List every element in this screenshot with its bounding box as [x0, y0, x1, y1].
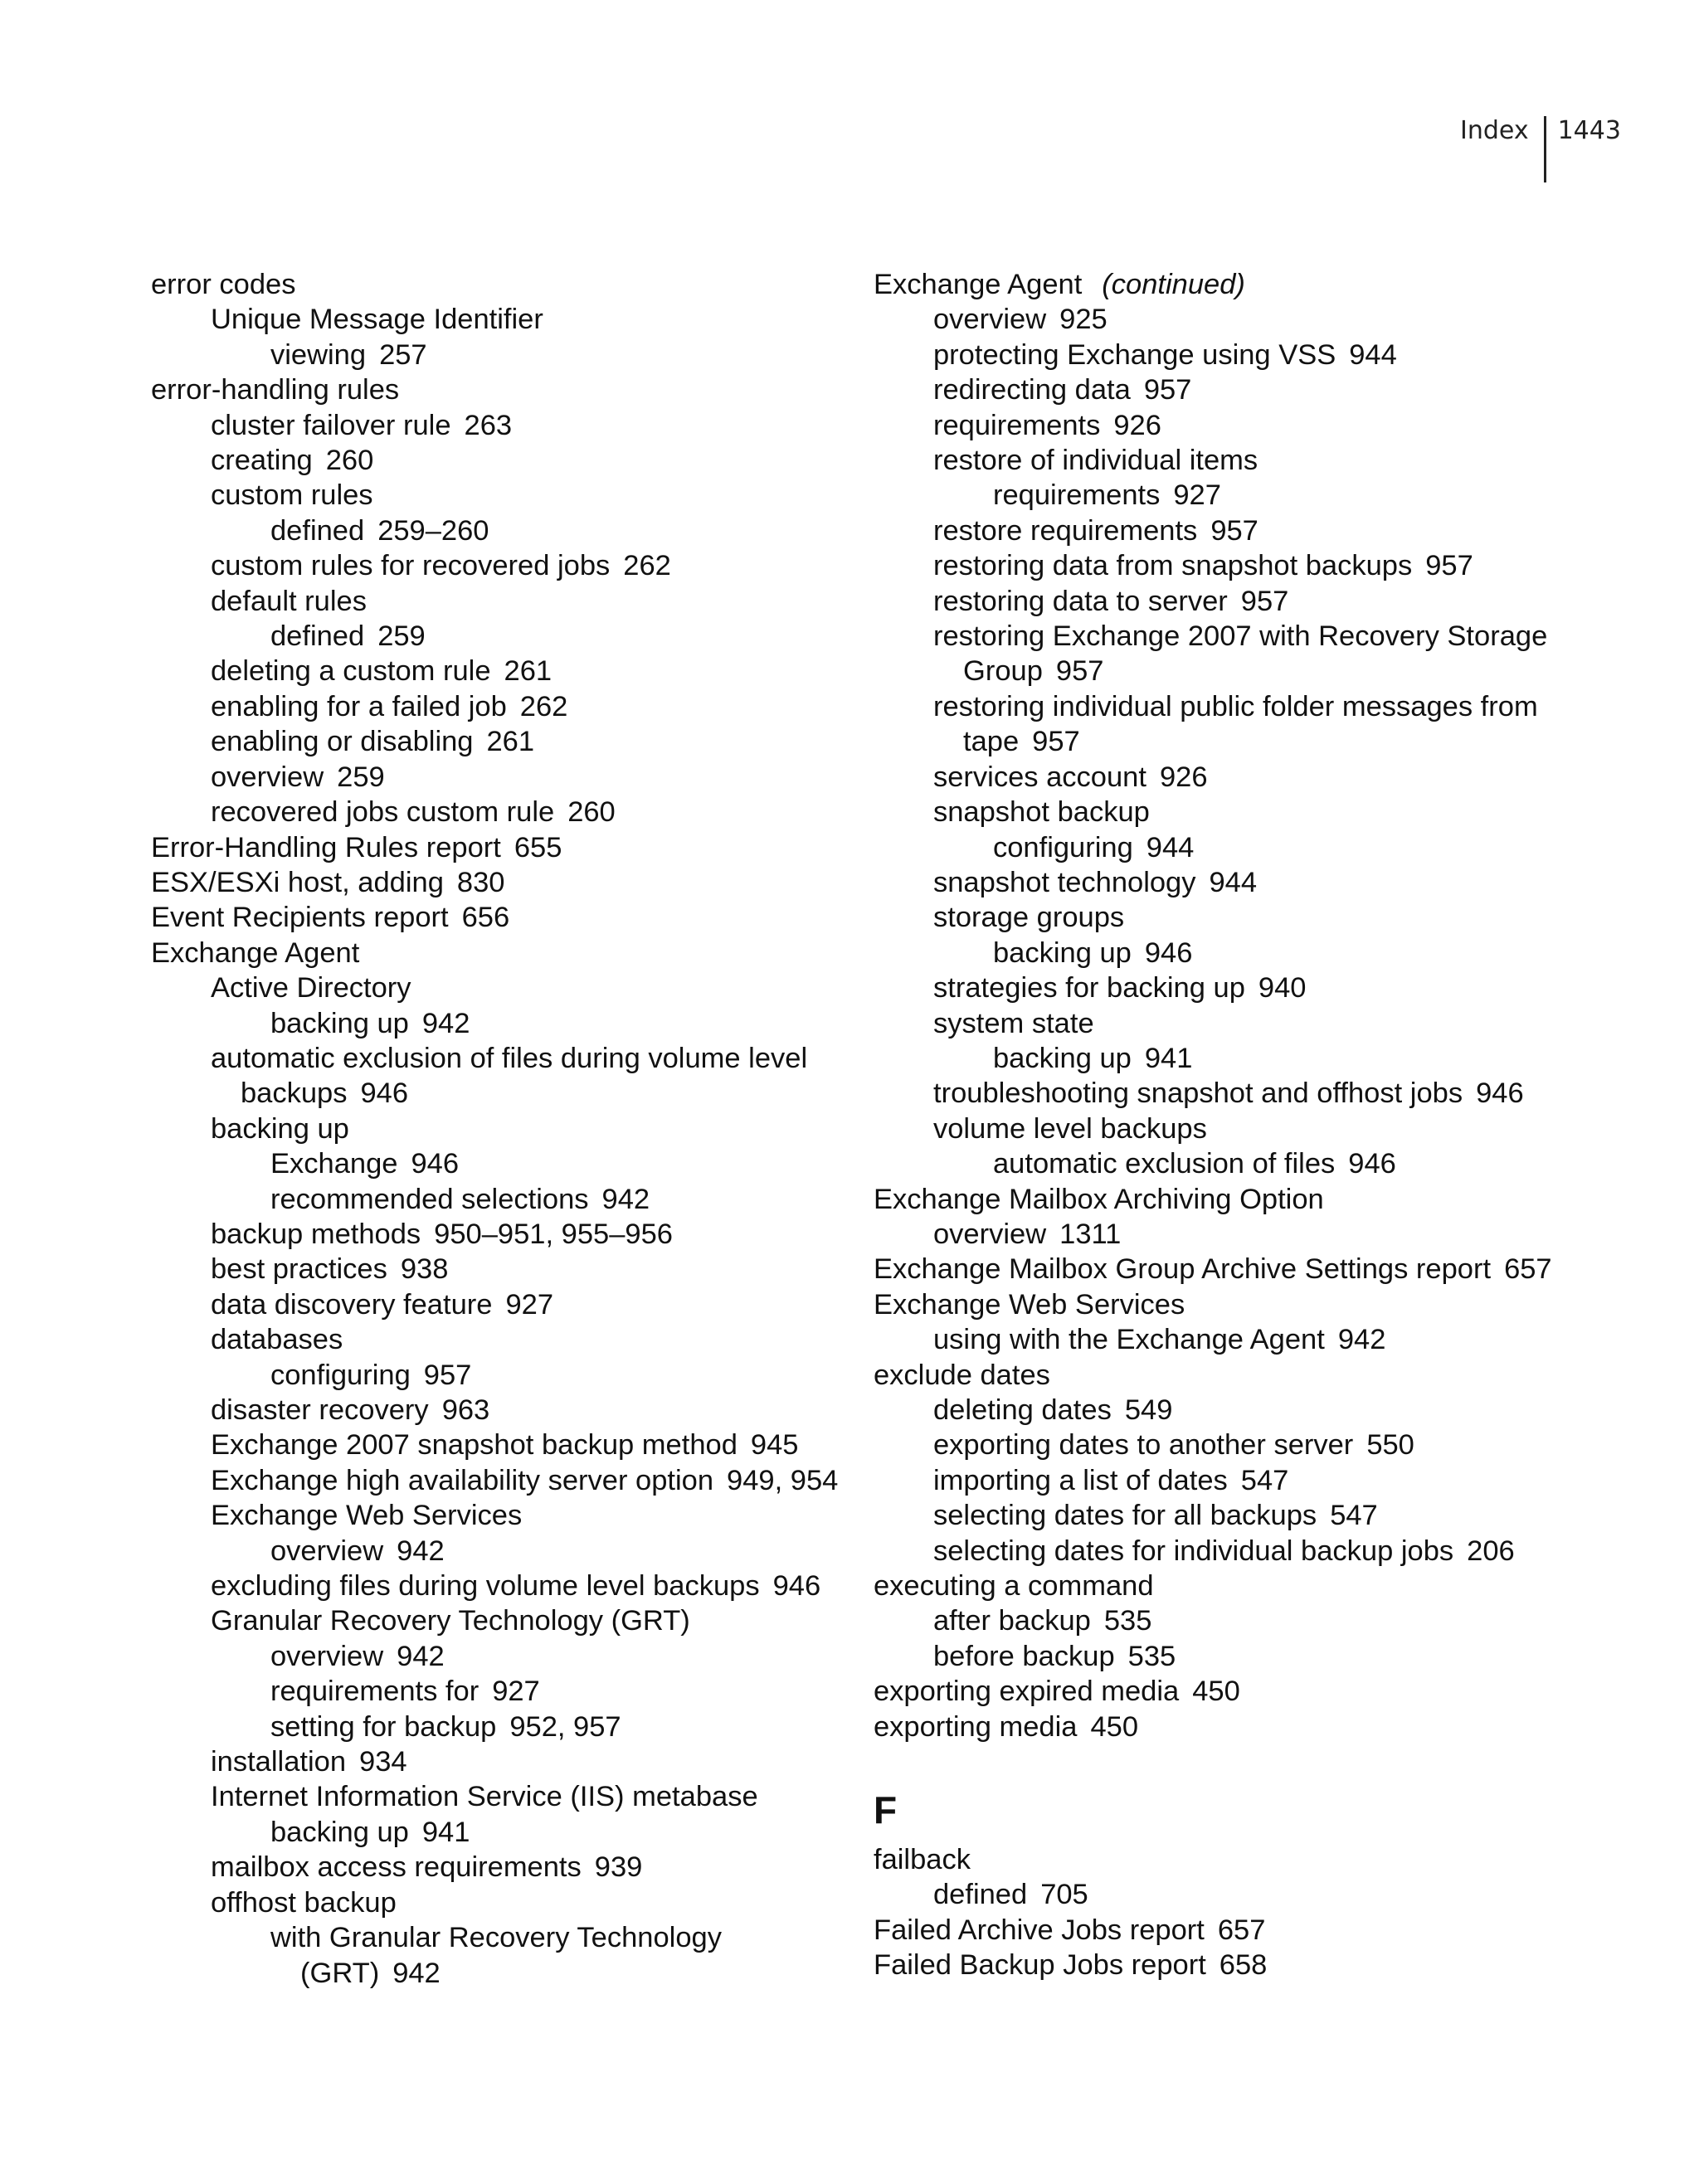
index-term: offhost backup [211, 1886, 397, 1919]
index-entry [151, 795, 848, 829]
page-reference: 257 [379, 338, 427, 371]
index-term-wrap: Group [963, 655, 1043, 688]
index-term: overview [211, 761, 324, 793]
index-term: defined [933, 1879, 1028, 1911]
index-term: Exchange high availability server option [211, 1464, 714, 1496]
page-reference: 259 [377, 620, 426, 653]
index-term: executing a command [874, 1570, 1154, 1603]
index-entry [874, 1322, 1570, 1357]
index-column-right [874, 267, 1570, 1983]
index-term: Exchange Mailbox Archiving Option [874, 1183, 1324, 1215]
index-term: Event Recipients report [151, 902, 449, 934]
index-term: error-handling rules [151, 374, 400, 406]
index-entry [874, 619, 1570, 689]
index-entry [151, 584, 848, 619]
page-reference: 939 [594, 1851, 643, 1884]
index-term: recovered jobs custom rule [211, 796, 555, 829]
index-term: storage groups [933, 902, 1125, 934]
index-entry [874, 584, 1570, 619]
index-entry [874, 1498, 1570, 1533]
index-term: enabling for a failed job [211, 690, 507, 722]
f-entries [874, 1842, 1570, 1983]
index-entry [151, 830, 848, 865]
page-reference: 260 [325, 445, 374, 477]
index-term: backing up [270, 1816, 409, 1848]
index-term-wrap: (GRT) [300, 1957, 380, 1989]
index-entry [874, 1358, 1570, 1393]
index-entry [874, 1569, 1570, 1603]
index-entry [151, 513, 848, 548]
index-term-continuation [270, 1956, 848, 1991]
index-entry [151, 1041, 848, 1111]
index-entry [874, 513, 1570, 548]
index-entry [151, 372, 848, 407]
index-term: disaster recovery [211, 1394, 429, 1426]
index-entry [151, 1534, 848, 1569]
index-term: Failed Archive Jobs report [874, 1914, 1205, 1946]
index-term: Failed Backup Jobs report [874, 1949, 1206, 1982]
index-entry [151, 1603, 848, 1638]
index-entry [874, 1603, 1570, 1638]
index-entry [151, 1674, 848, 1709]
index-term-continuation [933, 724, 1570, 759]
index-entry [874, 760, 1570, 795]
index-term: configuring [993, 831, 1133, 863]
index-entry [151, 1850, 848, 1885]
page-reference: 926 [1113, 409, 1161, 441]
page-reference: 942 [397, 1535, 445, 1567]
page-reference: 946 [1348, 1148, 1396, 1180]
index-entry [874, 900, 1570, 935]
index-term: overview [933, 1218, 1047, 1250]
index-entry [874, 1463, 1570, 1498]
page-reference: 259–260 [377, 514, 489, 547]
index-term: enabling or disabling [211, 726, 474, 758]
index-entry [874, 443, 1570, 478]
index-term: Unique Message Identifier [211, 304, 543, 336]
page-reference: 940 [1258, 972, 1307, 1004]
index-term: default rules [211, 585, 367, 617]
index-entry [151, 1710, 848, 1744]
index-entry [874, 302, 1570, 337]
page-reference: 656 [461, 902, 510, 934]
index-term: protecting Exchange using VSS [933, 338, 1336, 371]
index-entry [151, 1146, 848, 1181]
index-term: mailbox access requirements [211, 1851, 582, 1884]
index-entry [151, 1744, 848, 1779]
page-reference: 957 [423, 1359, 472, 1391]
page-reference: 259 [337, 761, 385, 793]
index-term: error codes [151, 269, 296, 300]
continued-note: (continued) [1102, 269, 1245, 300]
index-term-wrap: tape [963, 726, 1020, 758]
page-reference: 946 [772, 1570, 821, 1603]
index-entry [874, 548, 1570, 583]
index-entry [151, 900, 848, 935]
index-term: recommended selections [270, 1183, 589, 1215]
index-term: backup methods [211, 1218, 421, 1250]
page-reference: 547 [1240, 1464, 1289, 1496]
index-term: configuring [270, 1359, 411, 1391]
index-entry [151, 302, 848, 337]
index-term: Exchange 2007 snapshot backup method [211, 1429, 738, 1462]
page-reference: 957 [1210, 514, 1258, 547]
index-term: exporting expired media [874, 1676, 1180, 1708]
index-entry [874, 1948, 1570, 1982]
page-reference: 950–951, 955–956 [434, 1218, 673, 1250]
page-reference: 941 [421, 1816, 470, 1848]
index-entry [151, 1217, 848, 1252]
index-term-continuation [211, 1076, 848, 1111]
index-term: Internet Information Service (IIS) metabase [211, 1781, 758, 1813]
index-entry [874, 408, 1570, 443]
page-reference: 657 [1217, 1914, 1266, 1946]
index-term: defined [270, 514, 365, 547]
page-reference: 263 [464, 409, 513, 441]
page-reference: 535 [1103, 1605, 1152, 1637]
index-entry [874, 1006, 1570, 1041]
index-term: Exchange Agent [874, 269, 1083, 300]
page-reference: 262 [519, 690, 568, 722]
index-entry [151, 1639, 848, 1674]
page-reference: 957 [1425, 550, 1473, 582]
index-term: exclude dates [874, 1359, 1050, 1391]
page-reference: 262 [623, 550, 671, 582]
index-term: Error-Handling Rules report [151, 831, 501, 863]
index-entry [874, 1146, 1570, 1181]
index-term: importing a list of dates [933, 1464, 1228, 1496]
index-entry [874, 1041, 1570, 1076]
index-entry [151, 1428, 848, 1462]
page-reference: 261 [486, 726, 535, 758]
page-reference: 926 [1159, 761, 1208, 793]
index-term: creating [211, 445, 313, 477]
page-number: 1443 [1557, 116, 1621, 145]
index-term: installation [211, 1746, 347, 1778]
index-term: databases [211, 1324, 343, 1356]
page-reference: 925 [1059, 304, 1108, 336]
index-entry [151, 865, 848, 900]
index-entry [151, 1111, 848, 1146]
index-entry [151, 1569, 848, 1603]
index-term: exporting dates to another server [933, 1429, 1354, 1462]
index-term: Exchange [270, 1148, 398, 1180]
index-entry [151, 1393, 848, 1428]
page-reference: 949, 954 [727, 1464, 839, 1496]
index-entry [151, 760, 848, 795]
index-entry [874, 372, 1570, 407]
page-reference: 450 [1192, 1676, 1240, 1708]
page-reference: 946 [411, 1148, 460, 1180]
index-term: with Granular Recovery Technology [270, 1922, 722, 1954]
index-term: automatic exclusion of files [993, 1148, 1336, 1180]
index-term: deleting dates [933, 1394, 1112, 1426]
index-term: after backup [933, 1605, 1091, 1637]
index-term: Exchange Web Services [874, 1288, 1185, 1321]
index-term: restoring data from snapshot backups [933, 550, 1413, 582]
page-reference: 942 [421, 1007, 470, 1039]
index-term: using with the Exchange Agent [933, 1324, 1325, 1356]
index-term: requirements [933, 409, 1101, 441]
index-term: excluding files during volume level backups [211, 1570, 760, 1603]
page-reference: 942 [397, 1640, 445, 1672]
index-term: requirements for [270, 1676, 480, 1708]
index-entry [151, 267, 848, 302]
index-entry [151, 478, 848, 513]
index-entry [874, 865, 1570, 900]
page-reference: 944 [1146, 831, 1195, 863]
page-reference: 655 [514, 831, 562, 863]
header-divider [1544, 116, 1546, 182]
index-term: backing up [270, 1007, 409, 1039]
index-term: overview [270, 1640, 384, 1672]
page-reference: 830 [456, 866, 505, 898]
page-reference: 946 [1144, 936, 1193, 969]
index-entry [151, 970, 848, 1005]
running-header [1460, 116, 1621, 182]
index-entry [874, 1252, 1570, 1287]
index-entry [874, 1111, 1570, 1146]
index-term: restore requirements [933, 514, 1198, 547]
page-reference: 957 [1240, 585, 1289, 617]
index-entry [874, 1877, 1570, 1912]
page-reference: 549 [1124, 1394, 1173, 1426]
index-term-continuation [933, 654, 1570, 688]
index-entry [151, 1252, 848, 1287]
index-term: system state [933, 1007, 1094, 1039]
index-entry [874, 1217, 1570, 1252]
page-reference: 657 [1504, 1253, 1552, 1286]
index-term: backing up [211, 1112, 349, 1145]
index-term: viewing [270, 338, 367, 371]
page-reference: 945 [750, 1429, 799, 1462]
page-reference: 963 [441, 1394, 490, 1426]
index-entry [151, 1322, 848, 1357]
header-section-title: Index [1460, 116, 1529, 145]
page-reference: 941 [1144, 1042, 1193, 1074]
page-reference: 957 [1143, 374, 1192, 406]
index-term: data discovery feature [211, 1288, 493, 1321]
index-entry [874, 1534, 1570, 1569]
index-term: restoring Exchange 2007 with Recovery Storage [933, 620, 1548, 653]
page-reference: 934 [359, 1746, 407, 1778]
index-entry [151, 619, 848, 654]
index-term: overview [270, 1535, 384, 1567]
index-term: backing up [993, 1042, 1132, 1074]
index-term: best practices [211, 1253, 387, 1286]
index-term: restoring data to server [933, 585, 1228, 617]
page-reference: 547 [1330, 1500, 1378, 1532]
page-reference: 261 [504, 655, 553, 688]
index-column-left [151, 267, 848, 1991]
index-entry [151, 1182, 848, 1217]
index-entry [151, 724, 848, 759]
page-reference: 938 [400, 1253, 449, 1286]
index-term: strategies for backing up [933, 972, 1245, 1004]
index-entry [874, 1710, 1570, 1744]
index-term: snapshot technology [933, 866, 1196, 898]
index-entry [151, 408, 848, 443]
index-entry [874, 830, 1570, 865]
index-entry [874, 1287, 1570, 1322]
index-entry [874, 1913, 1570, 1948]
index-term: troubleshooting snapshot and offhost jobs [933, 1077, 1463, 1110]
index-term: defined [270, 620, 365, 653]
page-reference: 957 [1055, 655, 1104, 688]
page-reference: 927 [492, 1676, 540, 1708]
index-term: Exchange Mailbox Group Archive Settings report [874, 1253, 1492, 1286]
index-term: snapshot backup [933, 796, 1150, 829]
index-term: ESX/ESXi host, adding [151, 866, 444, 898]
page-reference: 942 [1337, 1324, 1386, 1356]
index-entry [874, 478, 1570, 513]
index-term: selecting dates for all backups [933, 1500, 1317, 1532]
index-entry [151, 1815, 848, 1850]
page-reference: 450 [1090, 1710, 1139, 1743]
index-entry [874, 1182, 1570, 1217]
index-entry [151, 1498, 848, 1533]
page-reference: 944 [1349, 338, 1397, 371]
page-reference: 952, 957 [509, 1710, 621, 1743]
index-entry [874, 1428, 1570, 1462]
index-term: failback [874, 1844, 971, 1876]
index-term: services account [933, 761, 1146, 793]
index-entry [874, 795, 1570, 829]
section-letter: F [874, 1788, 898, 1832]
index-entry [874, 1076, 1570, 1111]
index-entry [151, 689, 848, 724]
index-entry [874, 1393, 1570, 1428]
index-term: exporting media [874, 1710, 1078, 1743]
page-reference: 658 [1219, 1949, 1268, 1982]
index-entry [151, 1358, 848, 1393]
index-term: cluster failover rule [211, 409, 451, 441]
index-term: selecting dates for individual backup jobs [933, 1535, 1454, 1567]
index-term: restoring individual public folder messages from [933, 690, 1538, 722]
page-reference: 944 [1209, 866, 1258, 898]
index-term: custom rules [211, 479, 373, 512]
index-entry [874, 970, 1570, 1005]
index-term: custom rules for recovered jobs [211, 550, 611, 582]
index-entry-heading-continued [874, 267, 1570, 302]
page-reference: 927 [1173, 479, 1221, 512]
index-term: automatic exclusion of files during volume level [211, 1042, 808, 1074]
index-entry [874, 338, 1570, 372]
index-entry [151, 1006, 848, 1041]
index-entry [874, 1639, 1570, 1674]
page-reference: 260 [567, 796, 616, 829]
index-term: Exchange Agent [151, 936, 360, 969]
index-term: Active Directory [211, 972, 411, 1004]
index-entry [874, 1842, 1570, 1877]
index-entry [151, 443, 848, 478]
index-term: restore of individual items [933, 445, 1258, 477]
page-reference: 946 [1476, 1077, 1524, 1110]
index-term: overview [933, 304, 1047, 336]
index-term: deleting a custom rule [211, 655, 491, 688]
index-entry [874, 689, 1570, 760]
page-reference: 535 [1127, 1640, 1176, 1672]
index-entry [151, 654, 848, 688]
page-reference: 705 [1040, 1879, 1088, 1911]
index-term: volume level backups [933, 1112, 1207, 1145]
index-term: before backup [933, 1640, 1115, 1672]
index-term: redirecting data [933, 374, 1131, 406]
index-entry [874, 1674, 1570, 1709]
page-reference: 957 [1032, 726, 1080, 758]
index-entry [151, 1779, 848, 1814]
page-reference: 1311 [1059, 1218, 1122, 1250]
index-entry [151, 338, 848, 372]
index-entry [151, 1463, 848, 1498]
page-reference: 927 [505, 1288, 554, 1321]
right-entries [874, 302, 1570, 1744]
page-reference: 206 [1467, 1535, 1515, 1567]
index-term: backing up [993, 936, 1132, 969]
index-entry [151, 936, 848, 970]
index-entry [151, 1920, 848, 1991]
index-term: requirements [993, 479, 1161, 512]
page-reference: 550 [1366, 1429, 1414, 1462]
page-reference: 942 [392, 1957, 441, 1989]
index-term-wrap: backups [241, 1077, 348, 1110]
index-entry [874, 936, 1570, 970]
index-entry [151, 1885, 848, 1920]
index-term: setting for backup [270, 1710, 497, 1743]
index-entry [151, 548, 848, 583]
page-reference: 942 [601, 1183, 650, 1215]
page-reference: 946 [360, 1077, 409, 1110]
index-entry [151, 1287, 848, 1322]
index-term: Exchange Web Services [211, 1500, 523, 1532]
index-term: Granular Recovery Technology (GRT) [211, 1605, 690, 1637]
